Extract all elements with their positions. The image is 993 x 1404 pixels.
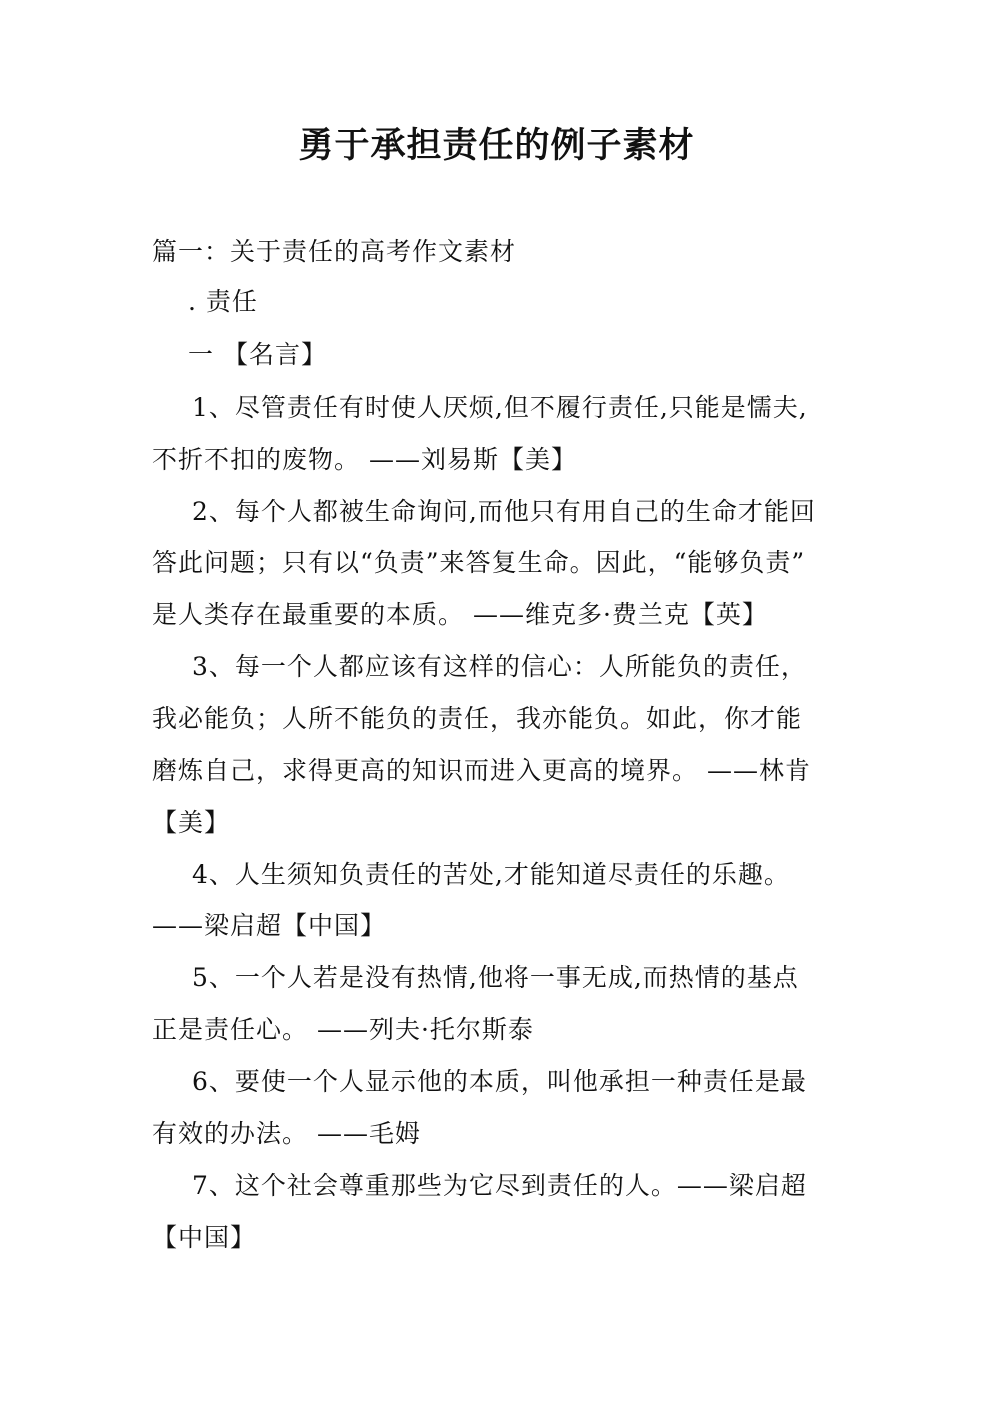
quote-4-line-2: ——梁启超【中国】 bbox=[152, 911, 387, 940]
quote-3-line-3: 磨炼自己，求得更高的知识而进入更高的境界。 ——林肯 bbox=[152, 756, 811, 785]
quote-5-line-1: 5、一个人若是没有热情,他将一事无成,而热情的基点 bbox=[192, 963, 799, 992]
quote-1-line-2: 不折不扣的废物。 ——刘易斯【美】 bbox=[152, 445, 577, 474]
quote-6-line-1: 6、要使一个人显示他的本质，叫他承担一种责任是最 bbox=[192, 1067, 807, 1096]
quote-6-line-2: 有效的办法。 ——毛姆 bbox=[152, 1119, 421, 1148]
section-heading: 篇一：关于责任的高考作文素材 bbox=[152, 237, 517, 266]
quote-2-line-2: 答此问题；只有以“负责”来答复生命。因此，“能够负责” bbox=[152, 548, 806, 577]
subheading: . 责任 bbox=[188, 287, 258, 316]
subsection-quotes: 一 【名言】 bbox=[188, 340, 327, 369]
quote-4-line-1: 4、人生须知负责任的苦处,才能知道尽责任的乐趣。 bbox=[192, 860, 790, 889]
quote-7-line-1: 7、这个社会尊重那些为它尽到责任的人。——梁启超 bbox=[192, 1171, 807, 1200]
quote-7-line-2: 【中国】 bbox=[152, 1223, 257, 1252]
quote-3-line-4: 【美】 bbox=[152, 808, 231, 837]
quote-1-line-1: 1、尽管责任有时使人厌烦,但不履行责任,只能是懦夫, bbox=[192, 393, 808, 422]
quote-3-line-1: 3、每一个人都应该有这样的信心：人所能负的责任， bbox=[192, 652, 807, 681]
quote-2-line-1: 2、每个人都被生命询问,而他只有用自己的生命才能回 bbox=[192, 497, 816, 526]
quote-3-line-2: 我必能负；人所不能负的责任，我亦能负。如此，你才能 bbox=[152, 704, 803, 733]
quote-5-line-2: 正是责任心。 ——列夫·托尔斯泰 bbox=[152, 1015, 534, 1044]
document-title: 勇于承担责任的例子素材 bbox=[298, 125, 695, 166]
quote-2-line-3: 是人类存在最重要的本质。 ——维克多·费兰克【英】 bbox=[152, 600, 768, 629]
